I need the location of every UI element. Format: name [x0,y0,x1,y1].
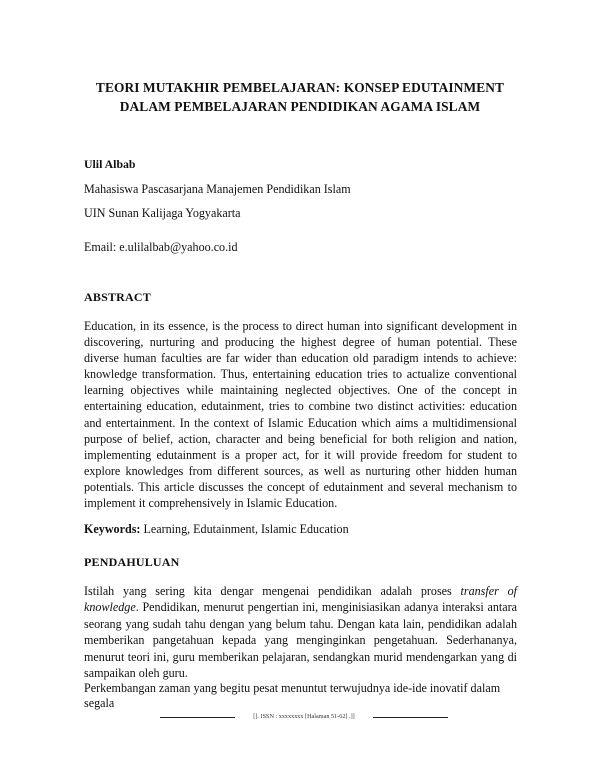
keywords-label: Keywords: [84,522,141,536]
author-name: Ulil Albab [84,157,136,171]
paragraph-1-start: Istilah yang sering kita dengar mengenai pendidikan adalah proses [84,584,461,598]
title-line-1: TEORI MUTAKHIR PEMBELAJARAN: KONSEP EDUTAINMENT [95,80,505,95]
abstract-heading: ABSTRACT [84,290,151,304]
pendahuluan-paragraph-2: Perkembangan zaman yang begitu pesat menuntut terwujudnya ide-ide inovatif dalam segala [84,681,501,710]
author-affiliation-program: Mahasiswa Pascasarjana Manajemen Pendidikan Islam [84,182,351,196]
keywords-list: Learning, Edutainment, Islamic Education [140,522,349,536]
footer-rule-left [160,717,235,718]
paragraph-1-rest: . Pendidikan, menurut pengertian ini, menginisiasikan adanya interaksi antara seorang yang sudah tahu dengan yang belum tahu. Dengan kata lain, pendidikan adalah memberikan pangetahuan kepada yang menginginkan pengetahuan. Sederhananya, menurut teori ini, guru memberikan pelajaran, sendangkan murid mendengarkan yang di sampaikan oleh guru. [84,600,517,681]
paragraph-1-italic-term: transfer of knowledge [84,584,517,615]
author-affiliation-university: UIN Sunan Kalijaga Yogyakarta [84,206,241,220]
paper-title [60,78,540,116]
pendahuluan-paragraph-1 [84,583,517,681]
footer-text: []. ISSN : xxxxxxxx [Halaman 51-62] .]] [253,713,355,720]
page-footer [160,713,448,725]
title-line-2: DALAM PEMBELAJARAN PENDIDIKAN AGAMA ISLAM [119,99,481,114]
pendahuluan-heading: PENDAHULUAN [84,555,180,569]
footer-rule-right [373,717,448,718]
abstract-body: Education, in its essence, is the process to direct human into significant development in discovering, nurturing and producing the highest degree of human potential. These diverse human faculties are far wider than education old paradigm intends to achieve: knowledge transformation. Thus, entertaining education tries to actualize conventional learning objectives while maintaining neglected objectives. One of the concept in entertaining education, edutainment, tries to combine two distinct activities: education and entertainment. In the context of Islamic Education which aims a multidimensional purpose of belief, action, character and being beneficial for both religion and nation, implementing edutainment is a proper act, for it will provide freedom for student to explore knowledges from different sources, as well as nurturing other hidden human potentials. This article discusses the concept of edutainment and several mechanism to implement it comprehensively in Islamic Education. [84,319,517,511]
author-email: Email: e.ulilalbab@yahoo.co.id [84,240,238,254]
keywords-line [84,522,517,537]
